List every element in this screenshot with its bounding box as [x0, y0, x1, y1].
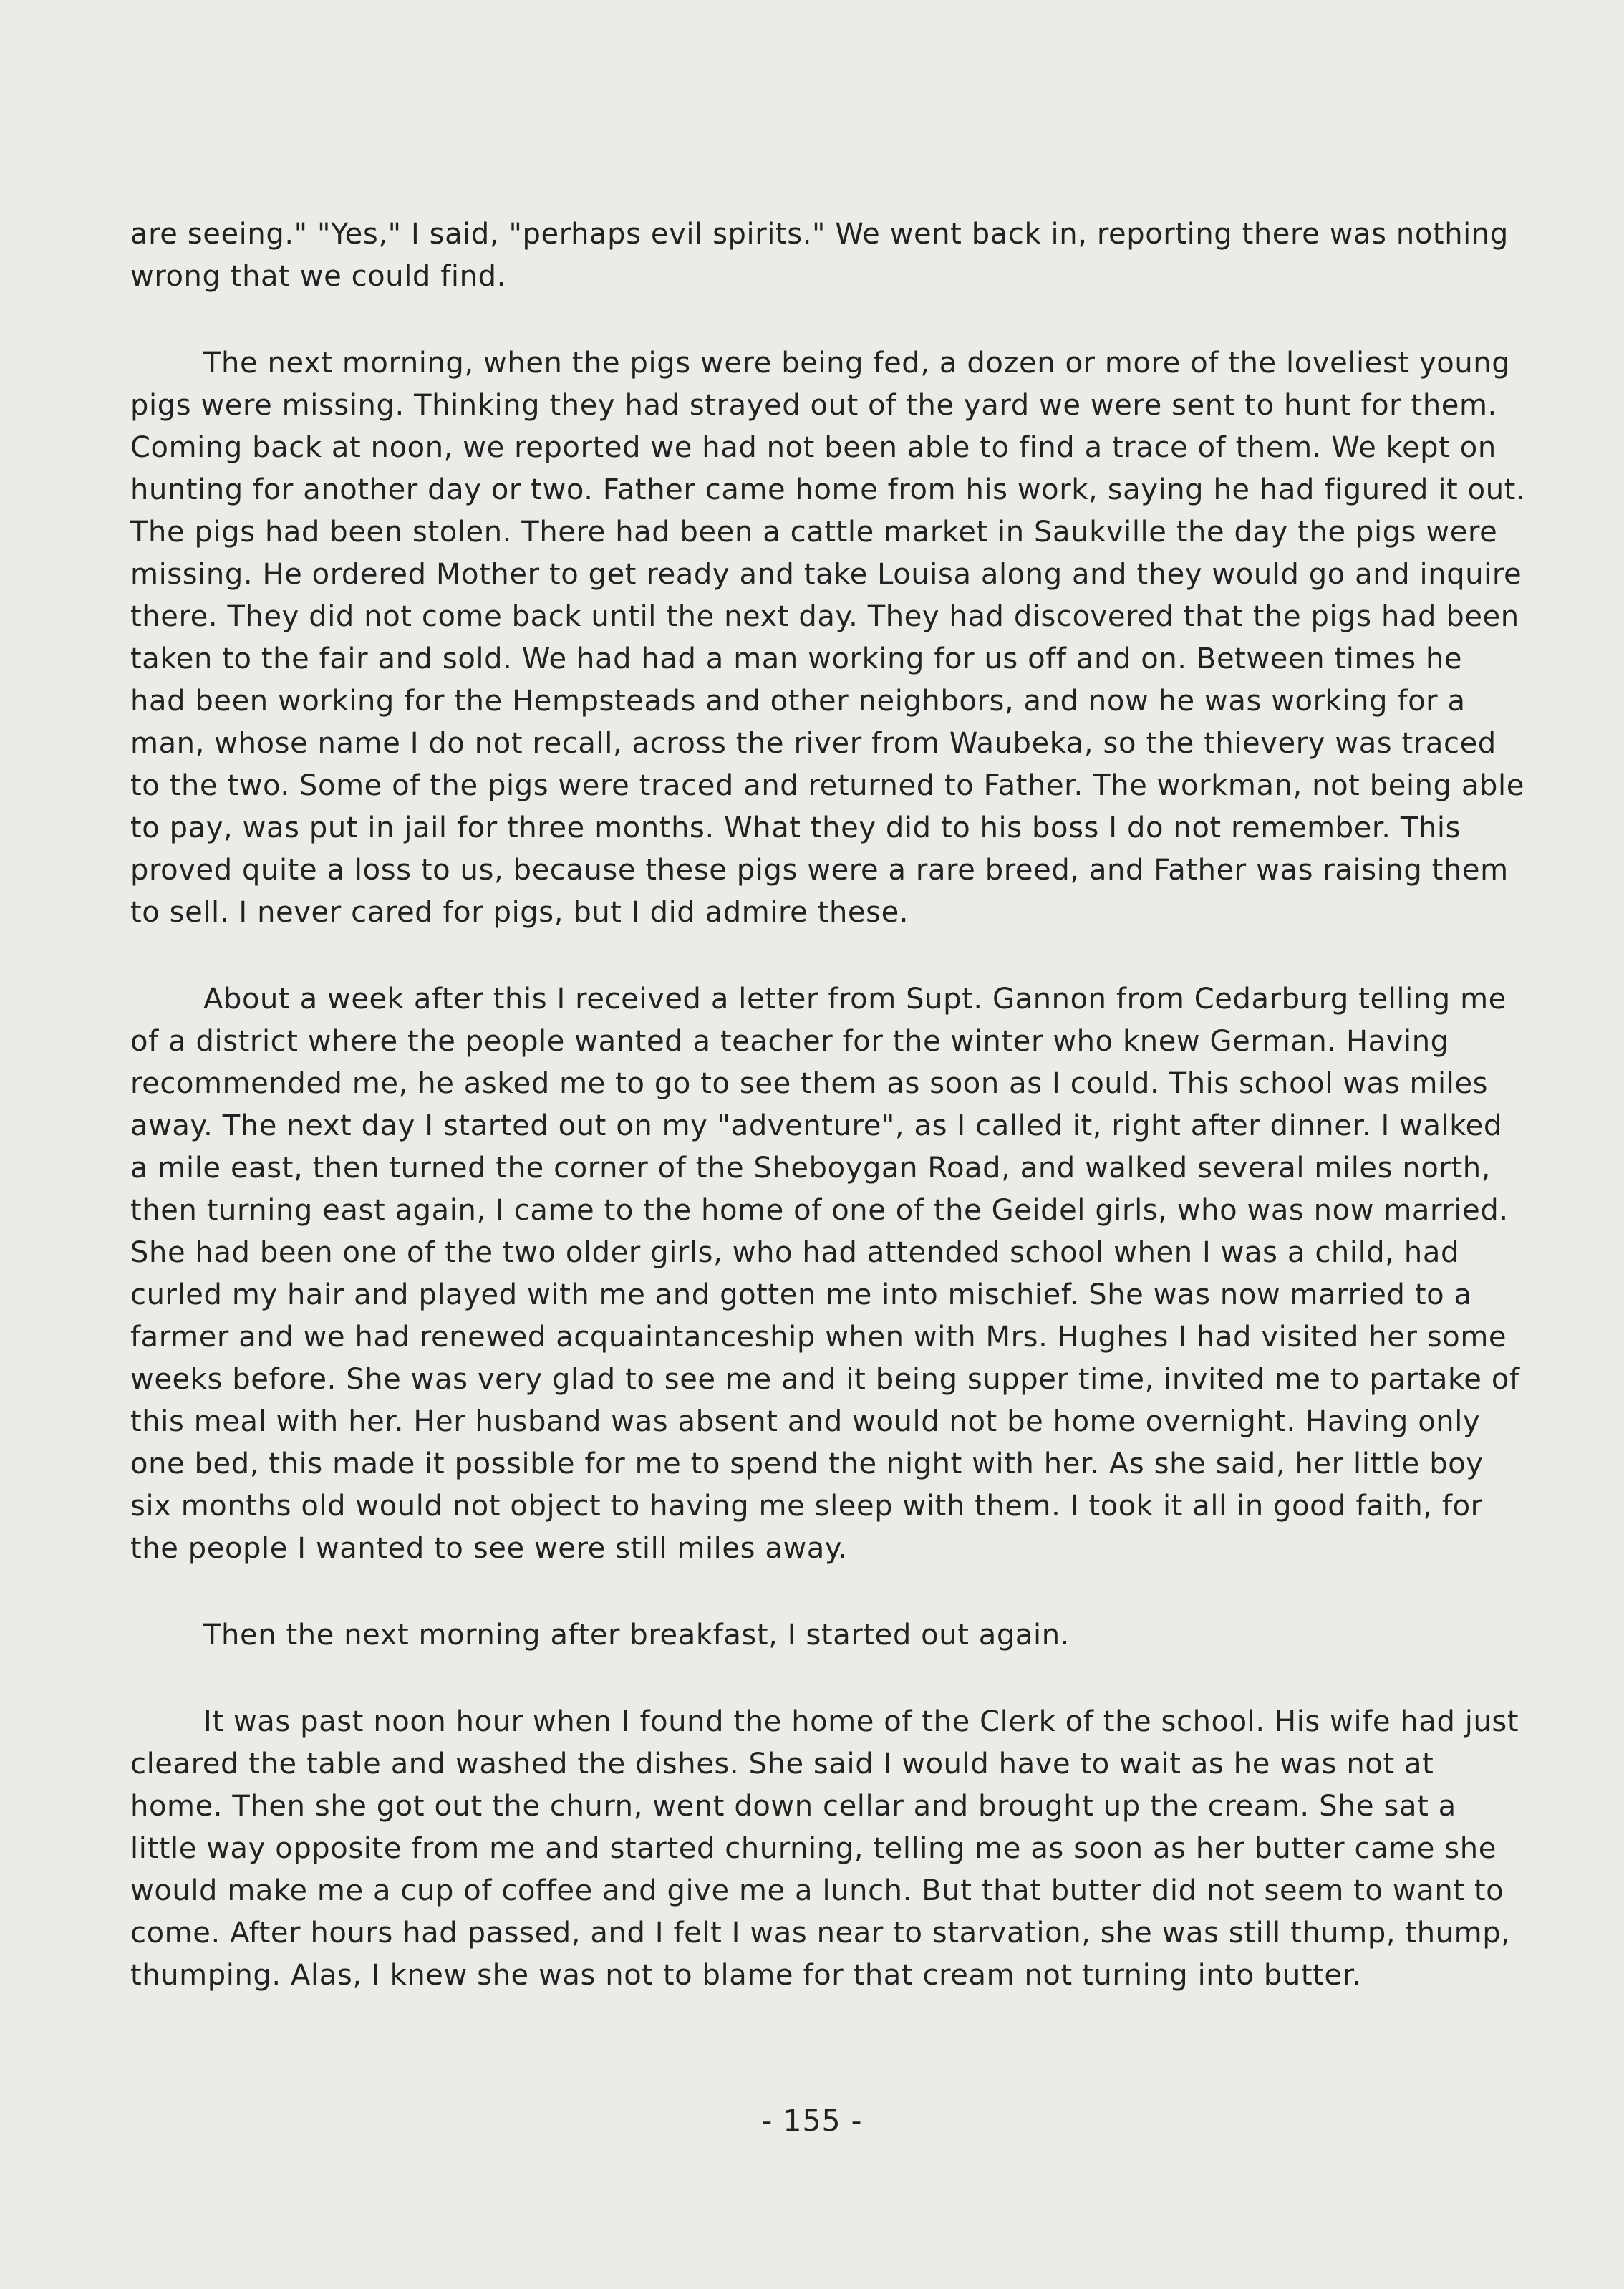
- paragraph-3: About a week after this I received a letter from Supt. Gannon from Cedarburg telling me of a district where the people wanted a teacher for the winter who knew German. Having recommended me, he asked me to go to see them as soon as I could. This school was miles away. The next day I started out on my "adventure", as I called it, right after dinner. I walked a mile east, then turned the corner of the Sheboygan Road, and walked several miles north, then turning east again, I came to the home of one of the Geidel girls, who was now married. She had been one of the two older girls, who had attended school when I was a child, had curled my hair and played with me and gotten me into mischief. She was now married to a farmer and we had renewed acquaintanceship when with Mrs. Hughes I had visited her some weeks before. She was very glad to see me and it being supper time, invited me to partake of this meal with her. Her husband was absent and would not be home overnight. Having only one bed, this made it possible for me to spend the night with her. As she said, her little boy six months old would not object to having me sleep with them. I took it all in good faith, for the people I wanted to see were still miles away.: [130, 983, 1520, 1565]
- paragraph-4: Then the next morning after breakfast, I started out again.: [203, 1619, 1070, 1652]
- paragraph-5: It was past noon hour when I found the home of the Clerk of the school. His wife had just cleared the table and washed the dishes. She said I would have to wait as he was not at home. Then she got out the churn, went down cellar and brought up the cream. She sat a little way opposite from me and started churning, telling me as soon as her butter came she would make me a cup of coffee and give me a lunch. But that butter did not seem to want to come. After hours had passed, and I felt I was near to starvation, she was still thump, thump, thumping. Alas, I knew she was not to blame for that cream not turning into butter.: [130, 1705, 1519, 1992]
- paragraph-2: The next morning, when the pigs were being fed, a dozen or more of the loveliest young pigs were missing. Thinking they had strayed out of the yard we were sent to hunt for them. Coming back at noon, we reported we had not been able to find a trace of them. We kept on hunting for another day or two. Father came home from his work, saying he had figured it out. The pigs had been stolen. There had been a cattle market in Saukville the day the pigs were missing. He ordered Mother to get ready and take Louisa along and they would go and inquire there. They did not come back until the next day. They had discovered that the pigs had been taken to the fair and sold. We had had a man working for us off and on. Between times he had been working for the Hempsteads and other neighbors, and now he was working for a man, whose name I do not recall, across the river from Waubeka, so the thievery was traced to the two. Some of the pigs were traced and returned to Father. The workman, not being able to pay, was put in jail for three months. What they did to his boss I do not remember. This proved quite a loss to us, because these pigs were a rare breed, and Father was raising them to sell. I never cared for pigs, but I did admire these.: [130, 347, 1526, 929]
- page-body: [130, 213, 1527, 2041]
- paragraph-1: are seeing." "Yes," I said, "perhaps evil spirits." We went back in, reporting there was nothing wrong that we could find.: [130, 218, 1509, 293]
- page-number: - 155 -: [761, 2104, 863, 2138]
